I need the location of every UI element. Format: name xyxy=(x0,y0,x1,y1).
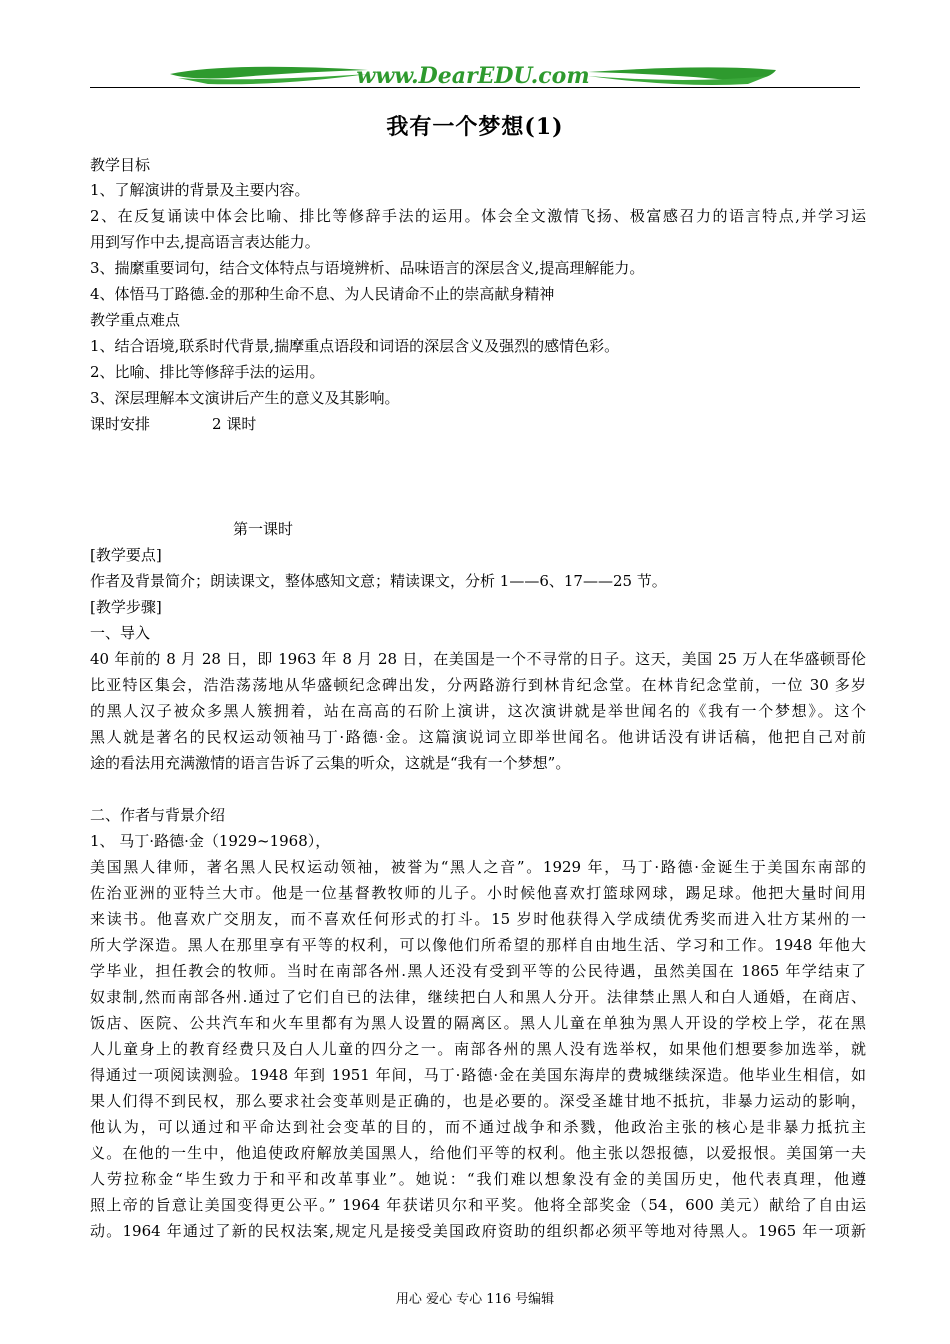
author-line: 美国黑人律师，著名黑人民权运动领袖，被誉为“黑人之音”。1929 年，马丁·路德·金诞生于美国东南部的 xyxy=(90,858,866,876)
points-text: 作者及背景简介；朗读课文，整体感知文意；精读课文，分析 1——6、17——25 节。 xyxy=(90,572,667,590)
author-heading: 二、作者与背景介绍 xyxy=(90,806,226,824)
author-line: 人儿童身上的教育经费只及白人儿童的四分之一。南部各州的黑人没有选举权，如果他们想要参加选举，就 xyxy=(90,1040,866,1058)
objective-2b: 用到写作中去,提高语言表达能力。 xyxy=(90,233,320,251)
key-point-2: 2、比喻、排比等修辞手法的运用。 xyxy=(90,363,325,381)
author-line: 学毕业，担任教会的牧师。当时在南部各州.黑人还没有受到平等的公民待遇，虽然美国在 1865 年学结束了 xyxy=(90,962,866,980)
key-point-1: 1、结合语境,联系时代背景,揣摩重点语段和词语的深层含义及强烈的感情色彩。 xyxy=(90,337,620,355)
lesson-one-heading: 第一课时 xyxy=(233,520,294,538)
objective-4: 4、体悟马丁路德.金的那种生命不息、为人民请命不止的崇高献身精神 xyxy=(90,285,555,303)
steps-label: [教学步骤] xyxy=(90,598,162,616)
author-line: 饭店、医院、公共汽车和火车里都有为黑人设置的隔离区。黑人儿童在单独为黑人开设的学校上学，花在黑 xyxy=(90,1014,866,1032)
author-item: 1、 马丁·路德·金（1929~1968）， xyxy=(90,832,331,850)
intro-heading: 一、导入 xyxy=(90,624,151,642)
author-line: 动。1964 年通过了新的民权法案,规定凡是接受美国政府资助的组织都必须平等地对待黑人。1965 年一项新 xyxy=(90,1222,866,1240)
author-line: 得通过一项阅读测验。1948 年到 1951 年间，马丁·路德·金在美国东海岸的费城继续深造。他毕业生相信，如 xyxy=(90,1066,866,1084)
site-url-text: www.DearEDU.com xyxy=(356,63,590,89)
intro-line: 的黑人汉子被众多黑人簇拥着，站在高高的石阶上演讲，这次演讲就是举世闻名的《我有一个梦想》。这个 xyxy=(90,702,866,720)
points-label: [教学要点] xyxy=(90,546,162,564)
key-point-3: 3、深层理解本文演讲后产生的意义及其影响。 xyxy=(90,389,400,407)
schedule-value: 2 课时 xyxy=(212,415,257,433)
objective-1: 1、了解演讲的背景及主要内容。 xyxy=(90,181,310,199)
objective-3: 3、揣縻重要词句，结合文体特点与语境辨析、品味语言的深层含义,提高理解能力。 xyxy=(90,259,645,277)
author-line: 来读书。他喜欢广交朋友，而不喜欢任何形式的打斗。15 岁时他获得入学成绩优秀奖而进入壮方某州的一 xyxy=(90,910,866,928)
objectives-heading: 教学目标 xyxy=(90,156,151,174)
intro-line: 途的看法用充满激情的语言告诉了云集的听众，这就是“我有一个梦想”。 xyxy=(90,754,571,772)
intro-line: 比亚特区集会，浩浩荡荡地从华盛顿纪念碑出发，分两路游行到林肯纪念堂。在林肯纪念堂前，一位 30 多岁 xyxy=(90,676,866,694)
page-footer: 用心 爱心 专心 116 号编辑 xyxy=(395,1292,555,1307)
document-title: 我有一个梦想(1) xyxy=(386,114,564,140)
author-line: 果人们得不到民权，那么要求社会变革则是正确的，也是必要的。深受圣雄甘地不抵抗，非暴力运动的影响， xyxy=(90,1092,866,1110)
objective-2a: 2、在反复诵读中体会比喻、排比等修辞手法的运用。体会全文激情飞扬、极富感召力的语言特点,并学习运 xyxy=(90,207,866,225)
schedule-label: 课时安排 xyxy=(90,415,151,433)
intro-line: 40 年前的 8 月 28 日，即 1963 年 8 月 28 日，在美国是一个不寻常的日子。这天，美国 25 万人在华盛顿哥伦 xyxy=(90,650,866,668)
intro-line: 黑人就是著名的民权运动领袖马丁·路德·金。这篇演说词立即举世闻名。他讲话没有讲话稿，他把自己对前 xyxy=(90,728,866,746)
key-points-heading: 教学重点难点 xyxy=(90,311,181,329)
author-line: 奴隶制,然而南部各州.通过了它们自已的法律，继续把白人和黑人分开。法律禁止黑人和白人通婚，在商店、 xyxy=(90,988,866,1006)
author-line: 照上帝的旨意让美国变得更公平。” 1964 年获诺贝尔和平奖。他将全部奖金（54，600 美元）献给了自由运 xyxy=(90,1196,866,1214)
author-line: 义。在他的一生中，他追使政府解放美国黑人，给他们平等的权利。他主张以怨报德，以爱报恨。美国第一夫 xyxy=(90,1144,866,1162)
author-line: 他认为，可以通过和平命达到社会变革的目的，而不通过战争和杀戮，他政治主张的核心是非暴力抵抗主 xyxy=(90,1118,866,1136)
author-line: 人劳拉称金“毕生致力于和平和改革事业”。她说：“我们难以想象没有金的美国历史，他代表真理，他遵 xyxy=(90,1170,866,1188)
author-line: 所大学深造。黑人在那里享有平等的权利，可以像他们所希望的那样自由地生活、学习和工作。1948 年他大 xyxy=(90,936,866,954)
header-rule xyxy=(90,87,860,88)
schedule-row xyxy=(90,414,866,434)
author-line: 佐治亚洲的亚特兰大市。他是一位基督教牧师的儿子。小时候他喜欢打篮球网球，踢足球。他把大量时间用 xyxy=(90,884,866,902)
